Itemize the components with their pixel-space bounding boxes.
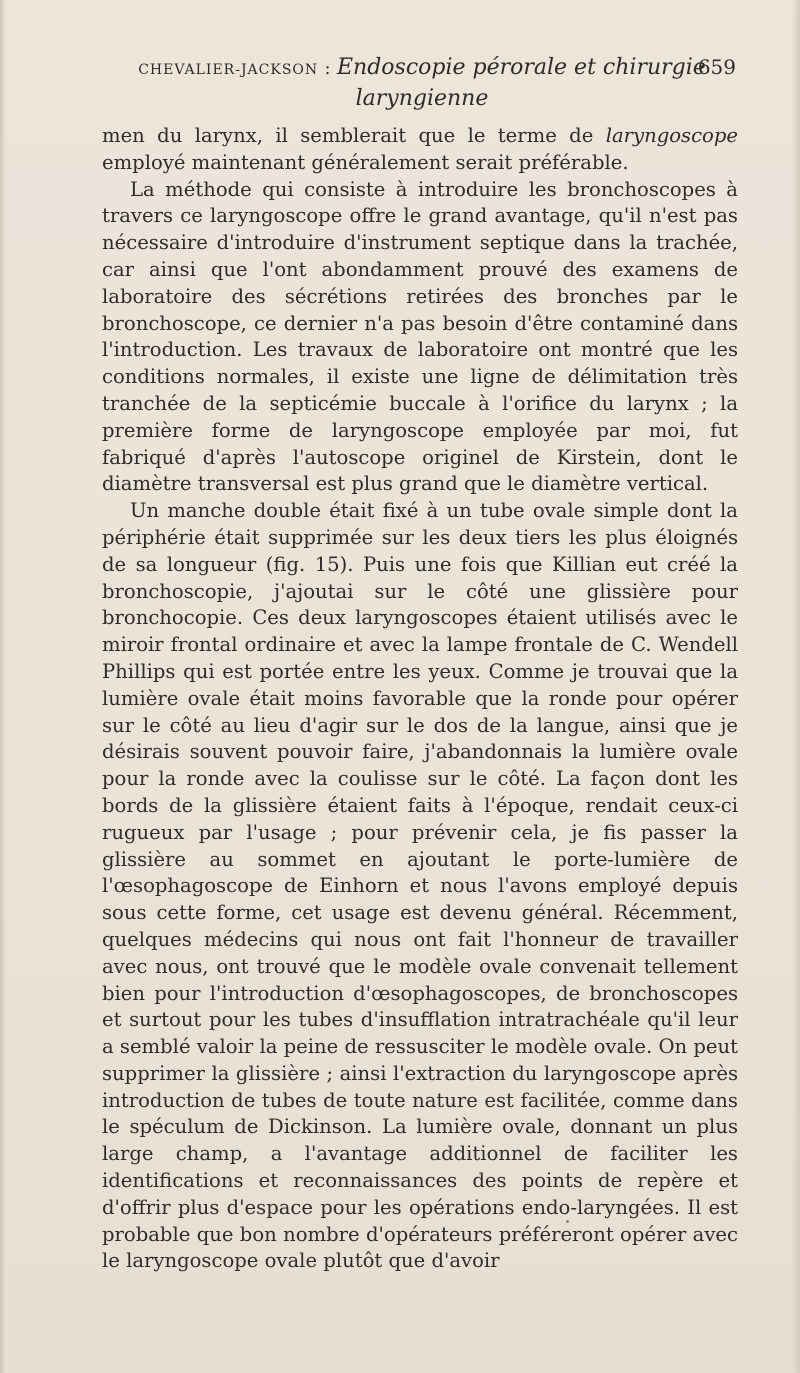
running-header-title-continued: laryngienne <box>355 86 489 111</box>
paragraph-1-text-a: men du larynx, il semblerait que le terme de <box>102 124 606 147</box>
running-header-line-1 <box>104 52 740 85</box>
paragraph-3: Un manche double était fixé à un tube ovale simple dont la périphérie était supprimée sur les deux tiers les plus éloignés de sa longueur (fig. 15). Puis une fois que Killian eut créé la bronchoscopie, j'ajoutai sur le côté une glissière pour bronchocopie. Ces deux laryngoscopes étaient utilisés avec le miroir frontal ordinaire et avec la lampe frontale de C. Wendell Phillips qui est portée entre les yeux. Comme je trouvai que la lumière ovale était moins favorable que la ronde pour opérer sur le côté au lieu d'agir sur le dos de la langue, ainsi que je désirais souvent pouvoir faire, j'abandonnais la lumière ovale pour la ronde avec la coulisse sur le côté. La façon dont les bords de la glissière étaient faits à l'époque, rendait ceux-ci rugueux par l'usage ; pour prévenir cela, je fis passer la glissière au sommet en ajoutant le porte-lumière de l'œsophagoscope de Einhorn et nous l'avons employé depuis sous cette forme, cet usage est devenu général. Récemment, quelques médecins qui nous ont fait l'honneur de travailler avec nous, ont trouvé que le modèle ovale convenait tellement bien pour l'introduction d'œsophagoscopes, de bronchoscopes et surtout pour les tubes d'insufflation intratrachéale qu'il leur a semblé valoir la peine de ressusciter le modèle ovale. On peut supprimer la glissière ; ainsi l'extraction du laryngoscope après introduction de tubes de toute nature est facilitée, comme dans le spéculum de Dickinson. La lumière ovale, donnant un plus large champ, a l'avantage additionnel de faciliter les identifications et reconnaissances des points de repère et d'offrir plus d'espace pour les opérations endo-laryngées. Il est probable que bon nombre d'opérateurs préféreront opérer avec le laryngoscope ovale plutôt que d'avoir <box>102 499 738 1273</box>
paragraph-1-text-b: employé maintenant généralement serait préférable. <box>102 150 629 174</box>
running-header-author: CHEVALIER-JACKSON <box>138 62 319 78</box>
body-text <box>102 123 738 1275</box>
paper-speck <box>566 1220 569 1223</box>
running-header-title: Endoscopie pérorale et chirurgie <box>336 55 706 80</box>
running-header <box>104 52 740 113</box>
page-right-edge-shadow <box>792 0 800 1373</box>
page-left-edge-shadow <box>0 0 6 1373</box>
running-header-separator: : <box>324 58 331 79</box>
page-number: 659 <box>697 55 736 79</box>
paragraph-1-italic-term: laryngoscope <box>605 124 738 147</box>
paragraph-1 <box>102 123 738 177</box>
paragraph-2: La méthode qui consiste à introduire les bronchoscopes à travers ce laryngoscope offre le grand avantage, qu'il n'est pas nécessaire d'introduire d'instrument septique dans la trachée, car ainsi que l'ont abondamment prouvé des examens de laboratoire des sécrétions retirées des bronches par le bronchoscope, ce dernier n'a pas besoin d'être contaminé dans l'introduction. Les travaux de laboratoire ont montré que les conditions normales, il existe une ligne de délimitation très tranchée de la septicémie buccale à l'orifice du larynx ; la première forme de laryngoscope employée par moi, fut fabriqué d'après l'autoscope originel de Kirstein, dont le diamètre transversal est plus grand que le diamètre vertical. <box>102 177 738 496</box>
